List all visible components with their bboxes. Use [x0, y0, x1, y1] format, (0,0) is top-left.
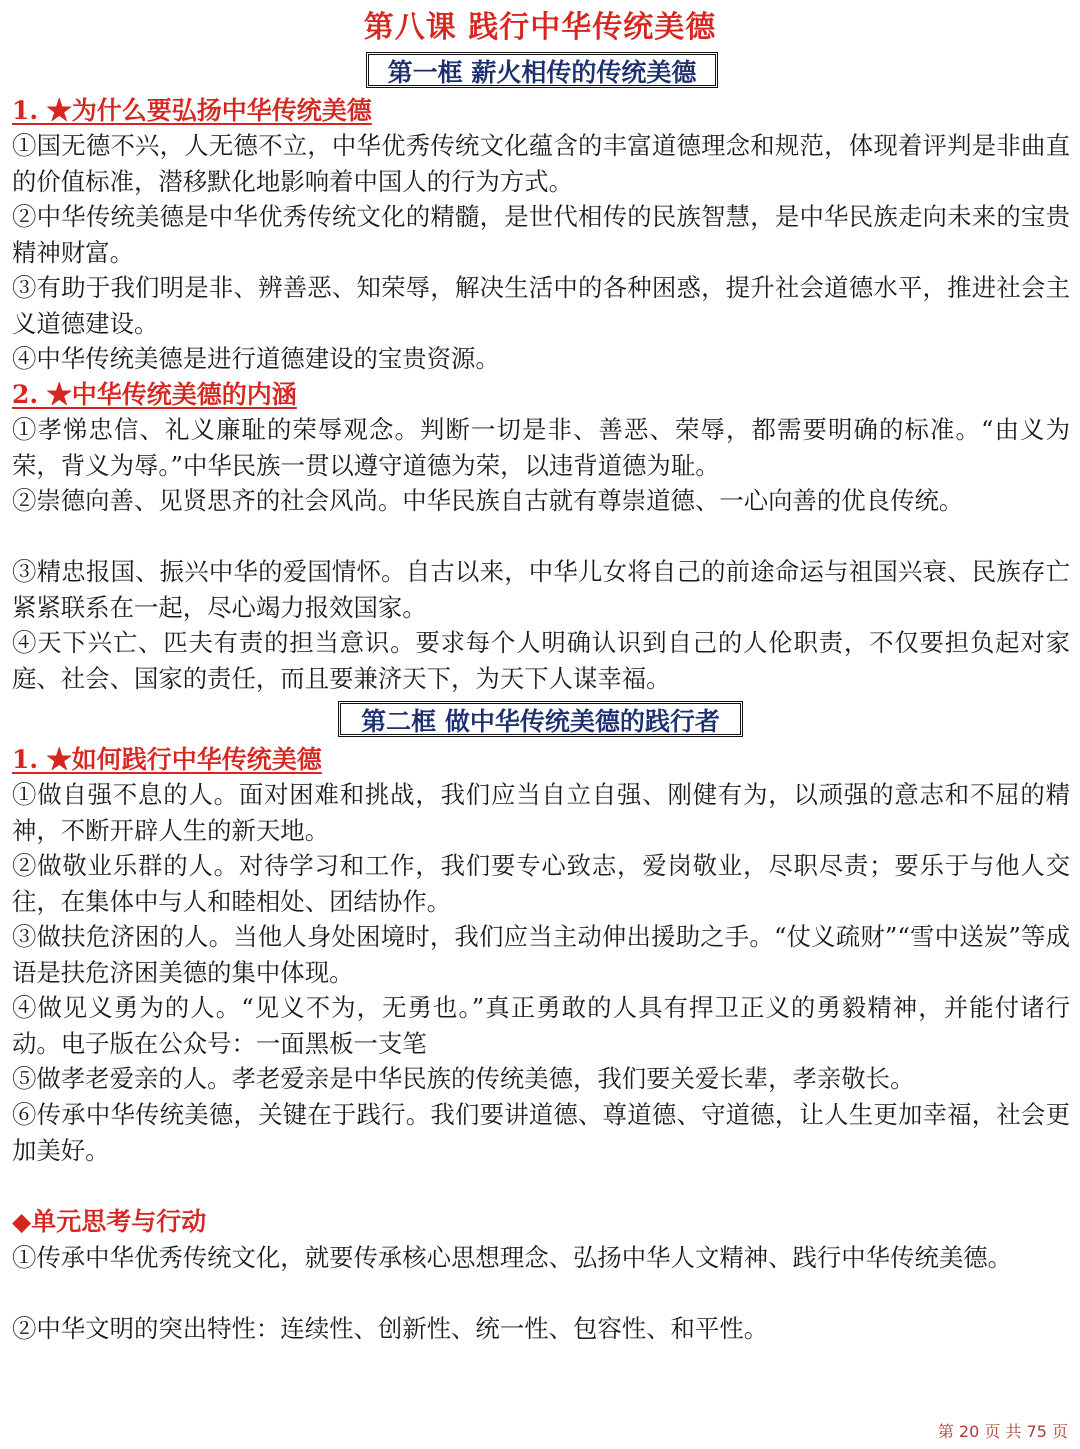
- unit-point1: ①传承中华优秀传统文化，就要传承核心思想理念、弘扬中华人文精神、践行中华传统美德。: [12, 1243, 1013, 1272]
- unit-heading: ◆单元思考与行动: [12, 1207, 207, 1236]
- frame1-q1-point2: ②中华传统美德是中华优秀传统文化的精髓，是世代相传的民族智慧，是中华民族走向未来的宝贵精神财富。: [12, 202, 1070, 267]
- lesson-title: 第八课 践行中华传统美德: [363, 10, 717, 45]
- frame1-q1-heading: 1. ★为什么要弘扬中华传统美德: [12, 96, 372, 125]
- footer-page-number: 20: [958, 1422, 980, 1441]
- unit-point2: ②中华文明的突出特性：连续性、创新性、统一性、包容性、和平性。: [12, 1314, 769, 1343]
- frame2-q1-point1: ①做自强不息的人。面对困难和挑战，我们应当自立自强、刚健有为，以顽强的意志和不屈的精神，不断开辟人生的新天地。: [12, 780, 1070, 845]
- frame1-q1-point4: ④中华传统美德是进行道德建设的宝贵资源。: [12, 344, 500, 373]
- frame2-q1-point4: ④做见义勇为的人。“见义不为，无勇也。”真正勇敢的人具有捍卫正义的勇毅精神，并能付诸行动。电子版在公众号：一面黑板一支笔: [12, 993, 1070, 1058]
- frame2-q1-point6: ⑥传承中华传统美德，关键在于践行。我们要讲道德、尊道德、守道德，让人生更加幸福，社会更加美好。: [12, 1100, 1070, 1165]
- footer-suffix: 页: [1046, 1422, 1068, 1441]
- frame2-title: 第二框 做中华传统美德的践行者: [338, 701, 743, 737]
- frame1-q2-point2: ②崇德向善、见贤思齐的社会风尚。中华民族自古就有尊崇道德、一心向善的优良传统。: [12, 486, 964, 515]
- page-footer: [938, 1420, 1068, 1444]
- frame1-q2-point4: ④天下兴亡、匹夫有责的担当意识。要求每个人明确认识到自己的人伦职责，不仅要担负起对家庭、社会、国家的责任，而且要兼济天下，为天下人谋幸福。: [12, 628, 1070, 693]
- frame2-q1-point3: ③做扶危济困的人。当他人身处困境时，我们应当主动伸出援助之手。“仗义疏财”“雪中送炭”等成语是扶危济困美德的集中体现。: [12, 922, 1070, 987]
- footer-middle: 页 共: [979, 1422, 1027, 1441]
- frame1-q1-point1: ①国无德不兴，人无德不立，中华优秀传统文化蕴含的丰富道德理念和规范，体现着评判是非曲直的价值标准，潜移默化地影响着中国人的行为方式。: [12, 131, 1070, 196]
- frame2-q1-point5: ⑤做孝老爱亲的人。孝老爱亲是中华民族的传统美德，我们要关爱长辈，孝亲敬长。: [12, 1064, 915, 1093]
- footer-prefix: 第: [937, 1422, 959, 1441]
- frame1-q2-point3: ③精忠报国、振兴中华的爱国情怀。自古以来，中华儿女将自己的前途命运与祖国兴衰、民族存亡紧紧联系在一起，尽心竭力报效国家。: [12, 557, 1070, 622]
- frame2-q1-point2: ②做敬业乐群的人。对待学习和工作，我们要专心致志，爱岗敬业，尽职尽责；要乐于与他人交往，在集体中与人和睦相处、团结协作。: [12, 851, 1070, 916]
- frame2-q1-heading: 1. ★如何践行中华传统美德: [12, 745, 322, 774]
- frame1-q1-point3: ③有助于我们明是非、辨善恶、知荣辱，解决生活中的各种困惑，提升社会道德水平，推进社会主义道德建设。: [12, 273, 1070, 338]
- frame1-title: 第一框 薪火相传的传统美德: [366, 52, 718, 88]
- frame1-q2-point1: ①孝悌忠信、礼义廉耻的荣辱观念。判断一切是非、善恶、荣辱，都需要明确的标准。“由义为荣，背义为辱。”中华民族一贯以遵守道德为荣，以违背道德为耻。: [12, 415, 1070, 480]
- footer-total-pages: 75: [1026, 1422, 1047, 1441]
- frame1-q2-heading: 2. ★中华传统美德的内涵: [12, 380, 297, 409]
